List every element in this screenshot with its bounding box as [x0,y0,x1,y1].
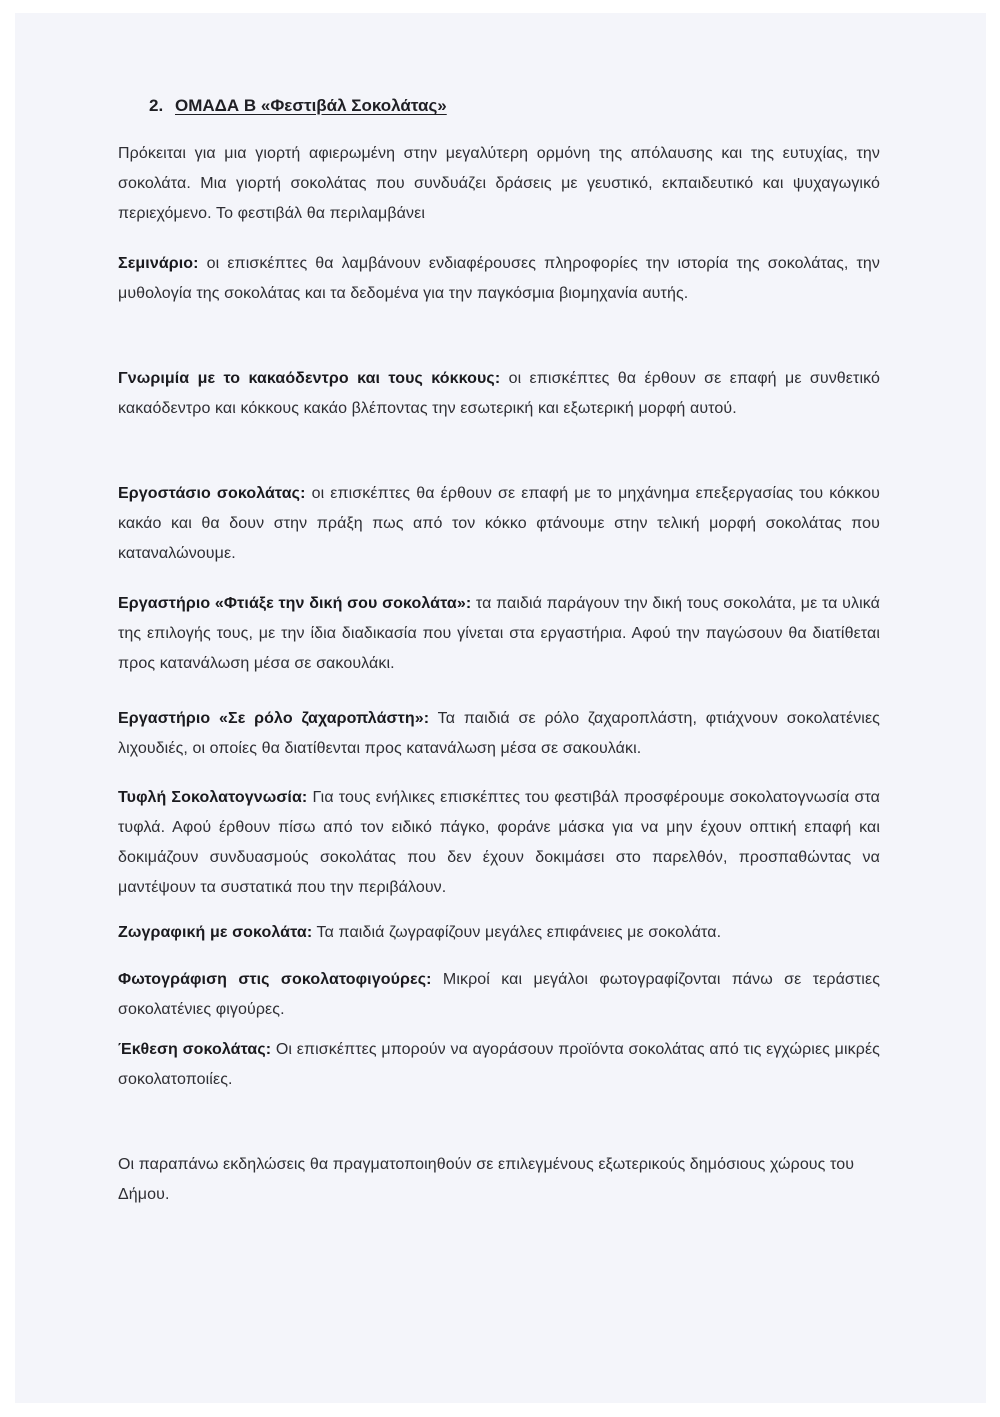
activity-photo-figures [118,965,880,1025]
activity-exhibition [118,1035,880,1095]
activity-chocolate-painting [118,918,880,948]
activity-text: Τα παιδιά ζωγραφίζουν μεγάλες επιφάνειες με σοκολάτα. [316,924,722,941]
intro-paragraph: Πρόκειται για μια γιορτή αφιερωμένη στην μεγαλύτερη ορμόνη της απόλαυσης και της ευτυχίας, την σοκολάτα. Μια γιορτή σοκολάτας που συνδυάζει δράσεις με γευστικό, εκπαιδευτικό και ψυχαγωγικό περιεχόμενο. Το φεστιβάλ θα περιλαμβάνει [118,145,880,222]
activity-label: Εργαστήριο «Σε ρόλο ζαχαροπλάστη»: [118,710,430,727]
activity-text: οι επισκέπτες θα λαμβάνουν ενδιαφέρουσες πληροφορίες την ιστορία της σοκολάτας, την μυθολογία της σοκολάτας και τα δεδομένα για την παγκόσμια βιομηχανία αυτής. [118,255,880,302]
activity-pastry-chef [118,704,880,764]
activity-text: Τα παιδιά σε ρόλο ζαχαροπλάστη, φτιάχνουν σοκολατένιες λιχουδιές, οι οποίες θα διατίθενται προς κατανάλωση μέσα σε σακουλάκι. [118,710,880,757]
activity-text: οι επισκέπτες θα έρθουν σε επαφή με το μηχάνημα επεξεργασίας του κόκκου κακάο και θα δουν στην πράξη πως από τον κόκκο φτάνουμε στην τελική μορφή σοκολάτας που καταναλώνουμε. [118,485,881,562]
activity-label: Τυφλή Σοκολατογνωσία: [118,789,308,806]
activity-seminar [118,249,880,309]
section-heading [149,96,447,116]
activity-cocoa-tree [118,364,880,424]
activity-text: Για τους ενήλικες επισκέπτες του φεστιβάλ προσφέρουμε σοκολατογνωσία στα τυφλά. Αφού έρθουν πίσω από τον ειδικό πάγκο, φοράνε μάσκα για να μην έχουν οπτική επαφή και δοκιμάζουν συνδυασμούς σοκολάτας που δεν έχουν δοκιμάσει στο παρελθόν, προσπαθώντας να μαντέψουν τα συστατικά που την περιβάλουν. [118,789,880,896]
activity-make-your-chocolate [118,589,880,679]
activity-label: Γνωριμία με το κακαόδεντρο και τους κόκκους: [118,370,501,387]
activity-text: Μικροί και μεγάλοι φωτογραφίζονται πάνω σε τεράστιες σοκολατένιες φιγούρες. [118,971,881,1018]
activity-label: Εργοστάσιο σοκολάτας: [118,485,306,502]
activity-label: Έκθεση σοκολάτας: [118,1041,272,1058]
activity-text: τα παιδιά παράγουν την δική τους σοκολάτα, με τα υλικά της επιλογής τους, με την ίδια διαδικασία που γίνεται στα εργαστήρια. Αφού την παγώσουν θα διατίθεται προς κατανάλωση μέσα σε σακουλάκι. [118,595,881,672]
activity-blind-tasting [118,783,880,903]
closing-paragraph: Οι παραπάνω εκδηλώσεις θα πραγματοποιηθούν σε επιλεγμένους εξωτερικούς δημόσιους χώρους του Δήμου. [118,1156,855,1203]
activity-label: Φωτογράφιση στις σοκολατοφιγούρες: [118,971,432,988]
activity-text: Οι επισκέπτες μπορούν να αγοράσουν προϊόντα σοκολάτας από τις εγχώριες μικρές σοκολατοποιίες. [118,1041,880,1088]
activity-label: Ζωγραφική με σοκολάτα: [118,924,313,941]
activity-label: Εργαστήριο «Φτιάξε την δική σου σοκολάτα»: [118,595,472,612]
activity-text: οι επισκέπτες θα έρθουν σε επαφή με συνθετικό κακαόδεντρο και κόκκους κακάο βλέποντας την εσωτερική και εξωτερική μορφή αυτού. [118,370,881,417]
activity-label: Σεμινάριο: [118,255,199,272]
section-number: 2. [149,96,164,115]
section-title: ΟΜΑΔΑ Β «Φεστιβάλ Σοκολάτας» [175,96,447,115]
activity-chocolate-factory [118,479,880,569]
